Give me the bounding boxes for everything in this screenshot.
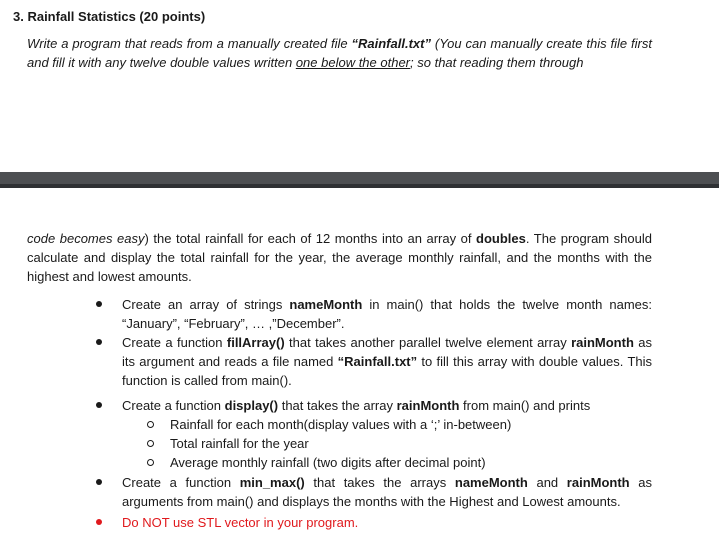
bullet-dot-icon: [96, 339, 102, 345]
code-identifier: rainMonth: [566, 475, 630, 490]
continued-italic-text: code becomes easy: [27, 231, 145, 246]
intro-underlined-text: one below the other: [295, 55, 411, 70]
intro-text-a: Write a program that reads from a manually created file: [27, 36, 352, 51]
intro-paragraph: [27, 34, 652, 72]
page-gap-divider: [0, 172, 719, 188]
continued-text-b: ) the total rainfall for each of 12 months into an array of: [144, 231, 477, 246]
bullet-dot-icon: [96, 301, 102, 307]
list-item-text: Create a function min_max() that takes the arrays nameMonth and rainMonth as arguments from main() and displays the months with the Highest and Lowest amounts.: [122, 475, 652, 509]
code-identifier: nameMonth: [454, 475, 528, 490]
sub-list-item-text: Rainfall for each month(display values with a ‘;’ in-between): [170, 417, 512, 432]
code-identifier: fillArray(): [226, 335, 285, 350]
section-heading: 3. Rainfall Statistics (20 points): [13, 9, 206, 24]
code-identifier: rainMonth: [396, 398, 460, 413]
hollow-circle-bullet-icon: [147, 440, 154, 447]
list-item-text: Create an array of strings nameMonth in main() that holds the twelve month names: “January”, “February”, … ,”December”.: [122, 297, 652, 331]
warning-text: Do NOT use STL vector in your program.: [122, 515, 359, 530]
hollow-circle-bullet-icon: [147, 459, 154, 466]
sub-list-item-text: Total rainfall for the year: [170, 436, 309, 451]
list-item-text: Create a function fillArray() that takes another parallel twelve element array rainMonth as its argument and reads a file named “Rainfall.txt” to fill this array with double values. This function is called from main().: [122, 335, 652, 388]
bullet-dot-icon: [96, 519, 102, 525]
bullet-dot-icon: [96, 479, 102, 485]
intro-filename: “Rainfall.txt”: [351, 36, 431, 51]
code-identifier: “Rainfall.txt”: [337, 354, 418, 369]
code-identifier: rainMonth: [571, 335, 634, 350]
code-identifier: nameMonth: [289, 297, 363, 312]
continued-bold-doubles: doubles: [476, 231, 526, 246]
intro-text-b: (You can manually create this file first and fill it with any twelve double values written: [27, 36, 652, 70]
code-identifier: display(): [224, 398, 279, 413]
hollow-circle-bullet-icon: [147, 421, 154, 428]
list-item-text: Create a function display() that takes the array rainMonth from main() and prints: [122, 398, 591, 413]
code-identifier: min_max(): [239, 475, 305, 490]
sub-list-item-text: Average monthly rainfall (two digits after decimal point): [170, 455, 486, 470]
continued-paragraph: [27, 229, 652, 286]
intro-text-c: ; so that reading them through: [410, 55, 584, 70]
continued-text-c: . The program should calculate and display the total rainfall for the year, the average monthly rainfall, and the months with the highest and lowest amounts.: [27, 231, 652, 284]
bullet-dot-icon: [96, 402, 102, 408]
